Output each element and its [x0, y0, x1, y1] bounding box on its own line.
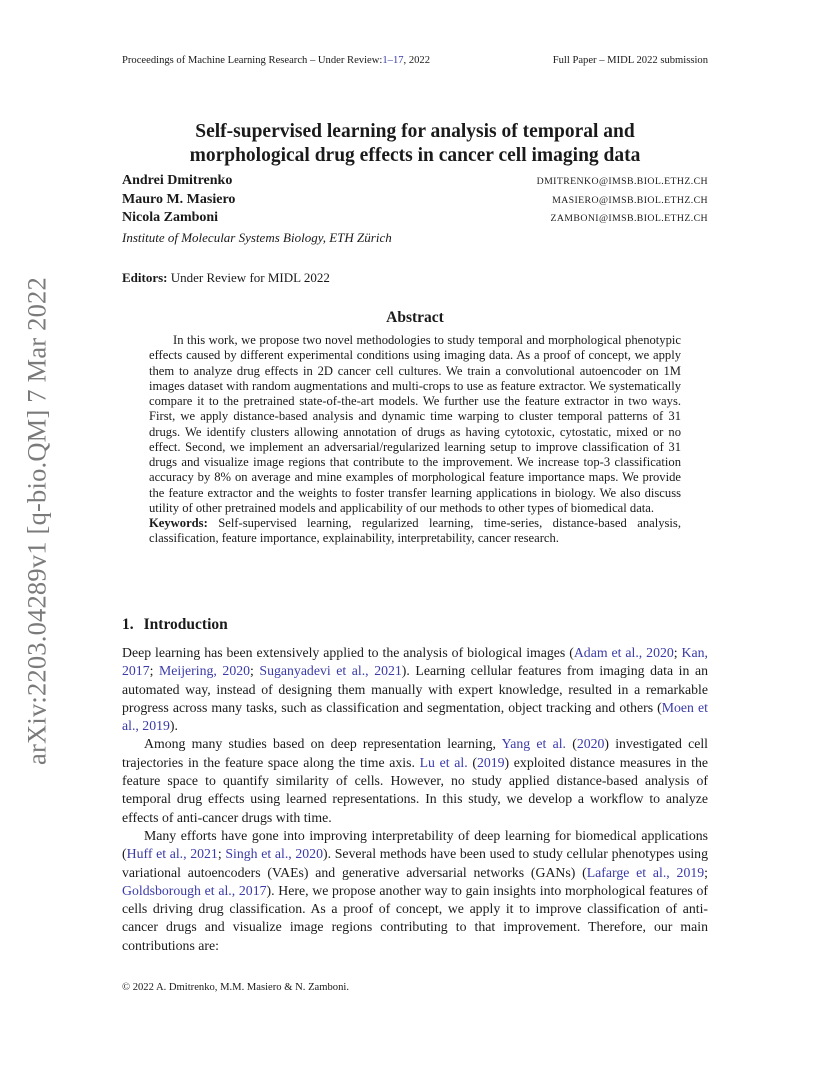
paragraph-text: ; — [704, 864, 708, 880]
paragraph-text: ; — [250, 663, 260, 679]
intro-paragraph — [122, 644, 708, 735]
paragraph-text: Deep learning has been extensively applied to the analysis of biological images ( — [122, 645, 574, 660]
author-email: DMITRENKO@IMSB.BIOL.ETHZ.CH — [536, 176, 708, 187]
author-row — [122, 192, 708, 211]
citation-link[interactable]: 2019 — [476, 754, 505, 770]
citation-link[interactable]: 2020 — [576, 736, 605, 752]
paragraph-text: ( — [467, 754, 477, 770]
paragraph-text: Many efforts have gone into improving interpretability of deep learning for biomedical applications ( — [122, 827, 708, 862]
running-head — [122, 55, 708, 66]
paragraph-text: ). — [169, 718, 178, 734]
author-name: Nicola Zamboni — [122, 210, 219, 225]
paragraph-text: ; — [217, 846, 226, 862]
running-head-left: Proceedings of Machine Learning Research – Under Review:1–17, 2022 — [122, 55, 431, 66]
citation-link[interactable]: Kan, 2017 — [122, 645, 708, 679]
editors-value: Under Review for MIDL 2022 — [170, 270, 330, 285]
author-row — [122, 210, 708, 229]
abstract-text: In this work, we propose two novel methodologies to study temporal and morphological phenotypic effects caused by different experimental conditions using imaging data. As a proof of concept, we apply them to analyze drug effects in 2D cancer cell cultures. We train a convolutional autoencoder on 1M images dataset with random augmentations and multi-crops to use as feature extractor. We systematically compare it to the pretrained state-of-the-art models. We further use the feature extractor in two ways. First, we apply distance-based analysis and dynamic time warping to cluster temporal patterns of 31 drugs. We identify clusters allowing annotation of drugs as having cytotoxic, cytostatic, mixed or no effect. Second, we implement an adversarial/regularized learning setup to improve classification of 31 drugs and visualize image regions that contribute to the improvement. We increase top-3 classification accuracy by 8% on average and mine examples of morphological feature importance maps. We provide the feature extractor and the weights to foster transfer learning applications in biology. We also discuss utility of other pretrained models and applicability of our methods to other types of biomedical data. — [149, 333, 681, 515]
citation-link[interactable]: Lafarge et al., 2019 — [586, 864, 705, 880]
editors-line — [122, 270, 330, 286]
citation-link[interactable]: Singh et al., 2020 — [225, 846, 323, 862]
author-block — [122, 173, 708, 246]
citation-link[interactable]: Huff et al., 2021 — [126, 846, 218, 862]
author-name: Mauro M. Masiero — [122, 191, 236, 207]
introduction-body — [122, 644, 708, 955]
abstract-heading: Abstract — [386, 309, 444, 326]
paragraph-text: ). Here, we propose another way to gain insights into morphological features of cells driving drug classification. As a proof of concept, we apply it to improve classification of anti-cancer drugs and visualize image regions contributing to that improvement. Therefore, our main contributions are: — [122, 882, 708, 953]
citation-link[interactable]: Moen et al., 2019 — [122, 699, 708, 734]
keywords-text: Self-supervised learning, regularized learning, time-series, distance-based analysis, classification, feature importance, explainability, interpretability, cancer research. — [149, 516, 681, 546]
arxiv-identifier: arXiv:2203.04289v1 [q-bio.QM] 7 Mar 2022 — [21, 276, 52, 765]
citation-link[interactable]: Yang et al. — [501, 736, 566, 752]
paragraph-text: ; — [149, 663, 159, 679]
author-name: Andrei Dmitrenko — [122, 173, 233, 188]
section-number: 1. — [122, 616, 134, 633]
page-range-link[interactable]: 1–17 — [382, 55, 404, 66]
paragraph-text: Among many studies based on deep representation learning, — [144, 736, 502, 752]
intro-paragraph — [122, 735, 708, 826]
section-heading — [122, 616, 228, 634]
paragraph-text: ). Several methods have been used to study cellular phenotypes using variational autoencoders (VAEs) and generative adversarial networks (GANs) ( — [122, 846, 708, 880]
author-email: MASIERO@IMSB.BIOL.ETHZ.CH — [552, 194, 708, 206]
citation-link[interactable]: Lu et al. — [419, 754, 468, 770]
citation-link[interactable]: Suganyadevi et al., 2021 — [259, 663, 402, 679]
copyright-footer: © 2022 A. Dmitrenko, M.M. Masiero & N. Zamboni. — [122, 982, 349, 993]
affiliation: Institute of Molecular Systems Biology, ETH Zürich — [122, 229, 392, 245]
intro-paragraph — [122, 827, 708, 955]
paragraph-text: ; — [673, 645, 682, 660]
keywords-label: Keywords: — [149, 516, 208, 530]
section-title: Introduction — [143, 616, 228, 633]
paragraph-text: ( — [565, 736, 577, 752]
paragraph-text: ) exploited distance measures in the feature space to quantify similarity of cells. However, no study applied distance-based analysis of temporal drug effects using learned representations. In this study, we develop a workflow to analyze effects of anti-cancer drugs with time. — [122, 754, 708, 825]
paper-title — [120, 120, 710, 168]
paragraph-text: ). Learning cellular features from imaging data in an automated way, instead of designing them manually with expert knowledge, resulted in a remarkable progress across many tasks, such as classification and segmentation, object tracking and others ( — [122, 663, 708, 715]
title-line-2: morphological drug effects in cancer cell imaging data — [189, 145, 641, 166]
arxiv-stamp — [22, 268, 52, 773]
running-head-right: Full Paper – MIDL 2022 submission — [552, 55, 708, 66]
paragraph-text: ) investigated cell trajectories in the feature space along the time axis. — [122, 736, 709, 770]
keywords — [149, 516, 681, 547]
editors-label: Editors: — [122, 270, 168, 285]
citation-link[interactable]: Goldsborough et al., 2017 — [122, 882, 267, 898]
citation-link[interactable]: Adam et al., 2020 — [573, 645, 674, 660]
abstract-body — [149, 333, 681, 547]
title-line-1: Self-supervised learning for analysis of temporal and — [195, 121, 635, 142]
author-email: ZAMBONI@IMSB.BIOL.ETHZ.CH — [550, 213, 708, 224]
author-row — [122, 173, 708, 192]
citation-link[interactable]: Meijering, 2020 — [159, 663, 251, 679]
